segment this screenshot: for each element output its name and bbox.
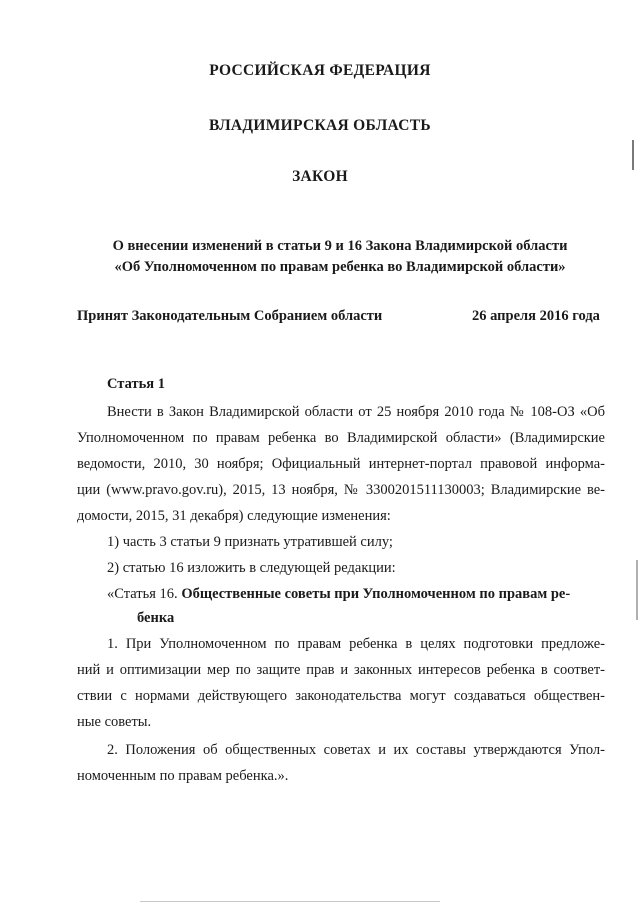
- adoption-body: Принят Законодательным Собранием области: [77, 308, 383, 324]
- intro-line: домости, 2015, 31 декабря) следующие изменения:: [77, 508, 391, 524]
- intro-line: ведомости, 2010, 30 ноября; Официальный интернет-портал правовой информа-: [77, 456, 605, 472]
- subject-line-1: О внесении изменений в статьи 9 и 16 Закона Владимирской области: [112, 238, 568, 254]
- para1-line: ные советы.: [77, 714, 152, 730]
- intro-line: Уполномоченном по правам ребенка во Владимирской области» (Владимирские: [77, 430, 605, 446]
- doc-type-heading: ЗАКОН: [292, 168, 348, 185]
- scan-artifact: [140, 901, 440, 902]
- scan-artifact: [636, 560, 638, 620]
- new-article-title-cont: бенка: [137, 610, 175, 626]
- new-article-prefix: «Статья 16.: [107, 586, 182, 602]
- intro-line: Внести в Закон Владимирской области от 25 ноября 2010 года № 108-ОЗ «Об: [107, 404, 605, 420]
- subject-line-2: «Об Уполномоченном по правам ребенка во Владимирской области»: [114, 259, 566, 275]
- region-heading: ВЛАДИМИРСКАЯ ОБЛАСТЬ: [209, 117, 431, 134]
- para2-line: номоченным по правам ребенка.».: [77, 768, 289, 784]
- para2-line: 2. Положения об общественных советах и их составы утверждаются Упол-: [107, 742, 605, 758]
- para1-line: ний и оптимизации мер по защите прав и законных интересов ребенка в соответ-: [77, 662, 605, 678]
- article-title: Статья 1: [107, 376, 165, 392]
- intro-line: ции (www.pravo.gov.ru), 2015, 13 ноября, № 3300201511130003; Владимирские ве-: [77, 482, 605, 498]
- federation-heading: РОССИЙСКАЯ ФЕДЕРАЦИЯ: [209, 62, 431, 79]
- adoption-date: 26 апреля 2016 года: [472, 308, 600, 324]
- para1-line: ствии с нормами действующего законодательства могут создаваться обществен-: [77, 688, 605, 704]
- new-article-title-text: Общественные советы при Уполномоченном по правам ре-: [181, 586, 571, 602]
- item-2: 2) статью 16 изложить в следующей редакции:: [107, 560, 396, 576]
- para1-line: 1. При Уполномоченном по правам ребенка в целях подготовки предложе-: [107, 636, 605, 652]
- scan-artifact: [632, 140, 634, 170]
- item-1: 1) часть 3 статьи 9 признать утратившей силу;: [107, 534, 393, 550]
- new-article-title: [107, 584, 605, 604]
- law-subject: [40, 236, 640, 278]
